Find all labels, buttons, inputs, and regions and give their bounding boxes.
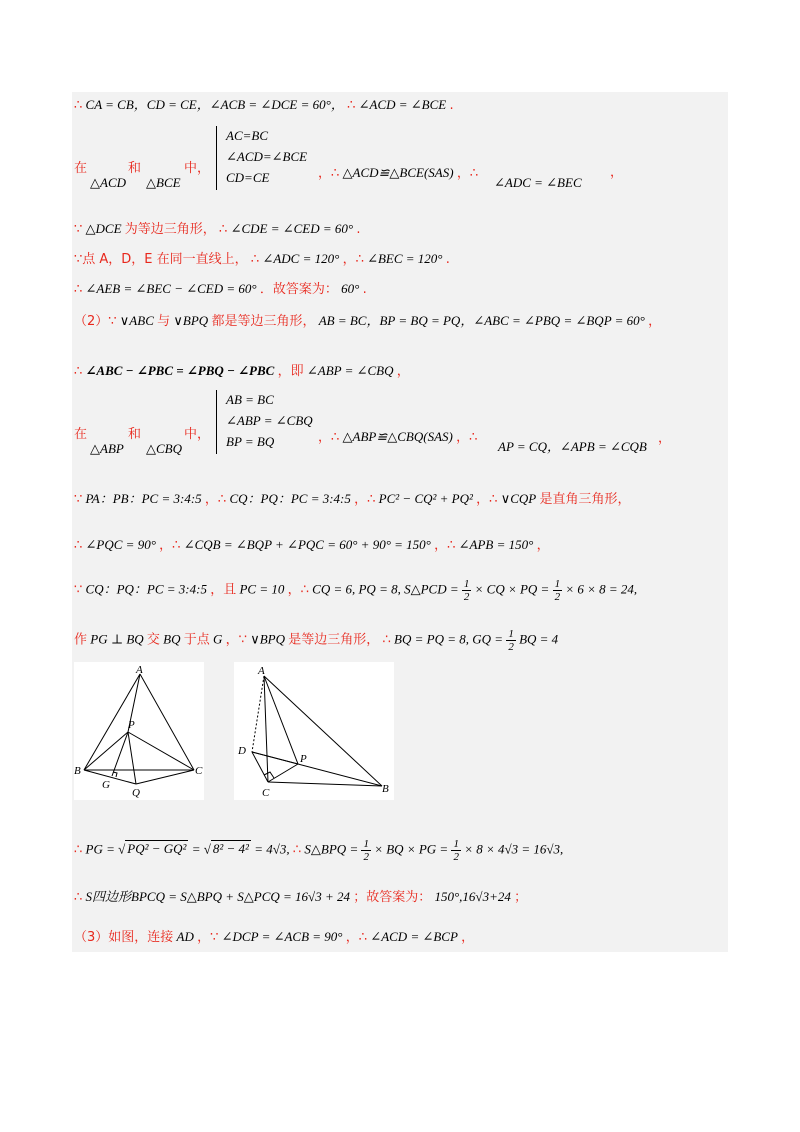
text: 作 xyxy=(74,632,88,648)
text-zai: 在 xyxy=(74,427,88,442)
line-12 xyxy=(74,628,558,653)
line-3 xyxy=(74,220,361,239)
line-2-tail xyxy=(318,164,478,183)
text-zhong: 中， xyxy=(184,427,211,442)
formula: ∠APB = 150° xyxy=(458,537,534,552)
because-symbol: ∵ xyxy=(74,582,83,598)
segment-pq xyxy=(128,732,136,784)
system-row: AC=BC xyxy=(226,128,268,143)
segment-ac xyxy=(264,676,268,782)
label-c: C xyxy=(262,787,270,799)
fraction-half: $\frac{1}{2}$ xyxy=(453,838,459,863)
segment-dp xyxy=(252,752,298,764)
segment-ad-dashed xyxy=(252,676,264,752)
formula: BQ = 4 xyxy=(519,631,559,647)
line-11 xyxy=(74,578,637,603)
text: 是等边三角形， xyxy=(288,632,380,648)
punct: ，∴ xyxy=(342,252,364,267)
segment-bq xyxy=(84,770,136,784)
formula: PC = 10 xyxy=(239,581,285,597)
text-zhong: 中， xyxy=(184,161,211,176)
formula: ∠ABC − ∠PBC = ∠PBQ − ∠PBC xyxy=(85,363,275,378)
system-row: BP = BQ xyxy=(226,434,275,449)
punct: ，∴ xyxy=(204,492,227,507)
figure-2-svg xyxy=(234,662,394,800)
formula: = 4√3, xyxy=(254,841,290,857)
therefore-symbol: ∴ xyxy=(74,98,83,113)
fraction-half: $\frac{1}{2}$ xyxy=(554,578,561,603)
formula: CA = CB，CD = CE，∠ACB = ∠DCE = 60°， xyxy=(85,97,344,112)
text: 交 xyxy=(146,632,160,648)
therefore-symbol: ∴ xyxy=(292,842,302,858)
triangle-acd: △ACD xyxy=(90,175,126,190)
punct: ，∴ xyxy=(456,166,479,181)
therefore-symbol: ∴ xyxy=(219,222,228,237)
punct: ， xyxy=(648,314,662,329)
line-13 xyxy=(74,838,563,863)
punct: ，∴ xyxy=(354,492,376,507)
line-1 xyxy=(74,96,454,115)
label-c: C xyxy=(195,765,203,777)
triangle-bce: △BCE xyxy=(146,175,181,190)
segment-pc xyxy=(128,732,194,770)
formula: ∠DCP = ∠ACB = 90° xyxy=(221,929,343,944)
formula: ∠ABP = ∠CBQ xyxy=(306,363,394,378)
text: 为等边三角形， xyxy=(124,222,216,237)
segment-dc xyxy=(252,752,268,782)
formula: CQ = 6, PQ = 8, xyxy=(312,581,401,597)
text: 都是等边三角形， xyxy=(211,314,316,329)
equation-system-1 xyxy=(216,126,307,190)
formula: CQ：PQ：PC = 3:4:5 xyxy=(229,491,351,506)
answer: 60° xyxy=(341,281,360,296)
punct: ，∴ xyxy=(287,582,309,598)
punct: ，∵ xyxy=(197,930,219,945)
label-p: P xyxy=(300,753,307,765)
text-he: 和 xyxy=(128,161,142,176)
text: ．故答案为： xyxy=(259,282,338,297)
label-b: B xyxy=(74,765,81,777)
formula: ∠BEC = 120° xyxy=(367,251,443,266)
line-8-tail xyxy=(318,428,477,447)
line-4 xyxy=(74,250,450,269)
formula: S四边形BPCQ = S△BPQ + S△PCQ = 16√3 + 24 xyxy=(85,889,350,904)
segment-ab xyxy=(264,676,382,786)
punct: ，∴ xyxy=(318,166,340,181)
formula: ∠PQC = 90° xyxy=(85,537,156,552)
punct: . xyxy=(356,222,361,237)
line-7 xyxy=(74,362,410,381)
formula: ∠AEB = ∠BEC − ∠CED = 60° xyxy=(85,281,257,296)
system-row: CD=CE xyxy=(226,170,270,185)
fraction-half: $\frac{1}{2}$ xyxy=(363,838,369,863)
system-row: ∠ABP = ∠CBQ xyxy=(226,413,313,428)
system-row: AB = BC xyxy=(226,392,274,407)
formula: △DCE xyxy=(85,221,122,236)
segment-ac xyxy=(140,674,194,770)
formula: = xyxy=(191,841,204,857)
formula: ∨CQP xyxy=(500,491,537,506)
label-b: B xyxy=(382,783,389,795)
text: 于点 xyxy=(183,632,210,648)
punct: ，∴ xyxy=(456,430,478,445)
punct: ，∴ xyxy=(345,930,368,945)
formula: × 6 × 8 = 24, xyxy=(565,581,638,597)
text: 与 xyxy=(157,314,171,329)
therefore-symbol: ∴ xyxy=(250,252,260,267)
formula: ∠CQB = ∠BQP + ∠PQC = 60° + 90° = 150° xyxy=(183,537,431,552)
fraction-half: $\frac{1}{2}$ xyxy=(508,628,514,653)
text: ，即 xyxy=(277,364,304,379)
formula: PG ⊥ BQ xyxy=(90,631,144,647)
formula: CQ：PQ：PC = 3:4:5 xyxy=(85,581,207,597)
punct: ， xyxy=(536,538,550,553)
text: 是直角三角形， xyxy=(539,492,631,507)
formula: G xyxy=(213,631,223,647)
label-g: G xyxy=(102,779,110,791)
result-angle: ∠ADC = ∠BEC xyxy=(494,175,582,190)
formula: ∨ABC xyxy=(119,313,154,328)
text-he: 和 xyxy=(128,427,142,442)
punct: ； xyxy=(514,890,528,905)
formula: ∨BPQ xyxy=(250,631,285,647)
formula: ∠ADC = 120° xyxy=(262,251,340,266)
formula: ∨BPQ xyxy=(173,313,209,328)
text: ，且 xyxy=(210,582,237,598)
formula: S△PCD = xyxy=(404,581,462,597)
label-q: Q xyxy=(132,787,140,799)
line-15 xyxy=(74,928,474,947)
label-p: P xyxy=(128,719,135,731)
segment-qc xyxy=(136,770,194,784)
segment-cp xyxy=(268,764,298,782)
text: ；故答案为： xyxy=(353,890,432,905)
figure-1-svg xyxy=(74,662,204,800)
label-a: A xyxy=(258,665,265,677)
formula: BQ = PQ = 8, GQ = xyxy=(394,631,507,647)
punct: ， xyxy=(610,165,624,180)
text: ∵点 A，D，E 在同一直线上， xyxy=(74,252,248,267)
congruence: △ACD≌△BCE(SAS) xyxy=(342,165,454,180)
therefore-symbol: ∴ xyxy=(74,842,83,858)
punct: ， xyxy=(658,431,672,446)
triangle-cbq: △CBQ xyxy=(146,441,182,456)
therefore-symbol: ∴ xyxy=(74,364,83,379)
segment-ap xyxy=(264,676,298,764)
line-6 xyxy=(74,312,661,331)
brace xyxy=(216,390,223,454)
punct: ，∴ xyxy=(476,492,498,507)
punct: ，∵ xyxy=(225,632,247,648)
formula: ∠CDE = ∠CED = 60° xyxy=(230,221,354,236)
because-symbol: ∵ xyxy=(74,492,83,507)
formula: × 8 × 4√3 = 16√3, xyxy=(464,841,564,857)
segment-cb xyxy=(268,782,382,786)
formula: × BQ × PG = xyxy=(374,841,452,857)
line-10 xyxy=(74,536,550,555)
therefore-symbol: ∴ xyxy=(74,538,83,553)
punct: . xyxy=(445,252,450,267)
sqrt-symbol: √ xyxy=(203,841,211,857)
punct: ， xyxy=(461,930,475,945)
therefore-symbol: ∴ xyxy=(382,632,391,648)
formula: PC² − CQ² + PQ² xyxy=(378,491,473,506)
formula: AB = BC，BP = BQ = PQ，∠ABC = ∠PBQ = ∠BQP = 60° xyxy=(318,313,645,328)
radicand: PQ² − GQ² xyxy=(127,841,187,857)
figure-2 xyxy=(234,662,394,800)
punct: ，∴ xyxy=(318,430,340,445)
line-9 xyxy=(74,490,630,509)
line-5 xyxy=(74,280,367,299)
punct: ，∴ xyxy=(159,538,181,553)
text: （3）如图，连接 xyxy=(74,930,174,945)
label-a: A xyxy=(136,664,143,676)
therefore-symbol: ∴ xyxy=(347,98,356,113)
punct: ， xyxy=(396,364,410,379)
sqrt-symbol: √ xyxy=(118,841,126,857)
label-d: D xyxy=(238,745,246,757)
figure-1 xyxy=(74,662,204,800)
therefore-symbol: ∴ xyxy=(74,282,83,297)
therefore-symbol: ∴ xyxy=(74,890,83,905)
punct: . xyxy=(362,282,367,297)
formula: PA：PB：PC = 3:4:5 xyxy=(85,491,202,506)
answer: 150°,16√3+24 xyxy=(434,889,511,904)
brace xyxy=(216,126,223,190)
formula: BQ xyxy=(163,631,181,647)
text: （2）∵ xyxy=(74,314,117,329)
punct: ，∴ xyxy=(434,538,456,553)
result: AP = CQ，∠APB = ∠CQB xyxy=(498,439,647,454)
formula: ∠ACD = ∠BCP xyxy=(370,929,458,944)
punct: . xyxy=(449,98,454,113)
line-14 xyxy=(74,888,527,907)
radicand: 8² − 4² xyxy=(212,841,249,857)
formula: PG = xyxy=(85,841,119,857)
system-row: ∠ACD=∠BCE xyxy=(226,149,308,164)
formula: S△BPQ = xyxy=(304,841,362,857)
formula: AD xyxy=(176,929,194,944)
fraction-half: $\frac{1}{2}$ xyxy=(463,578,470,603)
congruence: △ABP≌△CBQ(SAS) xyxy=(342,429,453,444)
formula: × CQ × PQ = xyxy=(474,581,553,597)
formula: ∠ACD = ∠BCE xyxy=(358,97,447,112)
triangle-abp: △ABP xyxy=(90,441,124,456)
because-symbol: ∵ xyxy=(74,222,83,237)
text-zai: 在 xyxy=(74,161,88,176)
equation-system-2 xyxy=(216,390,313,454)
